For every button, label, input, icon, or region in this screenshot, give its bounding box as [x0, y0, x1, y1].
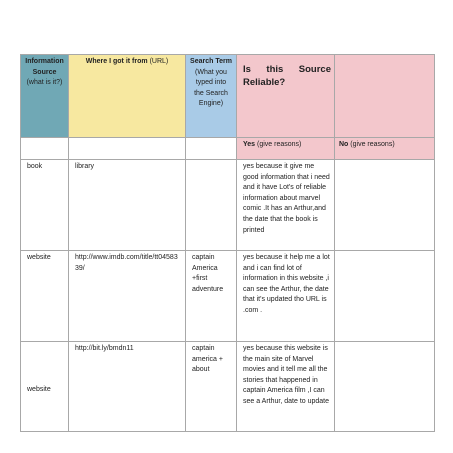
cell-url: http://bit.ly/bmdn11	[69, 342, 186, 432]
subheader-yes-hint: (give reasons)	[257, 141, 302, 148]
cell-url: http://www.imdb.com/title/tt0458339/	[69, 251, 186, 342]
cell-no-reasons	[335, 160, 435, 251]
subheader-row	[21, 138, 435, 160]
header-information-source-label: Information Source	[25, 58, 64, 76]
table-row	[21, 160, 435, 251]
cell-no-reasons	[335, 342, 435, 432]
cell-source: website	[21, 342, 69, 432]
subheader-no-label: No	[339, 141, 349, 148]
subheader-empty-1	[21, 138, 69, 160]
header-search-term-hint: (What you typed into the Search Engine)	[194, 68, 228, 108]
cell-search-term: captain america + about	[186, 342, 237, 432]
header-information-source-hint: (what is it?)	[26, 79, 63, 87]
cell-source: website	[21, 251, 69, 342]
header-url-hint: (URL)	[149, 58, 169, 65]
cell-url: library	[69, 160, 186, 251]
cell-source: book	[21, 160, 69, 251]
header-search-term	[186, 55, 237, 138]
header-reliable-line2: Reliable?	[243, 77, 286, 88]
header-blank	[335, 55, 435, 138]
header-reliable	[237, 55, 335, 138]
header-url	[69, 55, 186, 138]
cell-search-term: captain America +first adventure	[186, 251, 237, 342]
subheader-yes-label: Yes	[243, 141, 256, 148]
subheader-empty-2	[69, 138, 186, 160]
subheader-yes	[237, 138, 335, 160]
cell-search-term	[186, 160, 237, 251]
header-url-label: Where I got it from	[85, 58, 148, 65]
subheader-no	[335, 138, 435, 160]
header-information-source	[21, 55, 69, 138]
subheader-empty-3	[186, 138, 237, 160]
header-row	[21, 55, 435, 138]
header-reliable-title	[243, 57, 331, 89]
table-row	[21, 251, 435, 342]
header-reliable-line1: Is this Source	[243, 64, 331, 75]
cell-no-reasons	[335, 251, 435, 342]
source-evaluation-table	[20, 54, 435, 432]
header-search-term-label: Search Term	[190, 58, 232, 65]
table-row	[21, 342, 435, 432]
cell-yes-reasons: yes because it give me good information that i need and it have Lot's of reliable information about marvel comic .It has an Arthur,and the date that the book is printed	[237, 160, 335, 251]
subheader-no-hint: (give reasons)	[350, 141, 395, 148]
cell-yes-reasons: yes because this website is the main site of Marvel movies and it tell me all the stories that happened in captain America film ,I can see a Arthur, date to update	[237, 342, 335, 432]
cell-yes-reasons: yes because it help me a lot and i can find lot of information in this website ,i can see the Arthur, the date that it's updated tho URL is .com .	[237, 251, 335, 342]
